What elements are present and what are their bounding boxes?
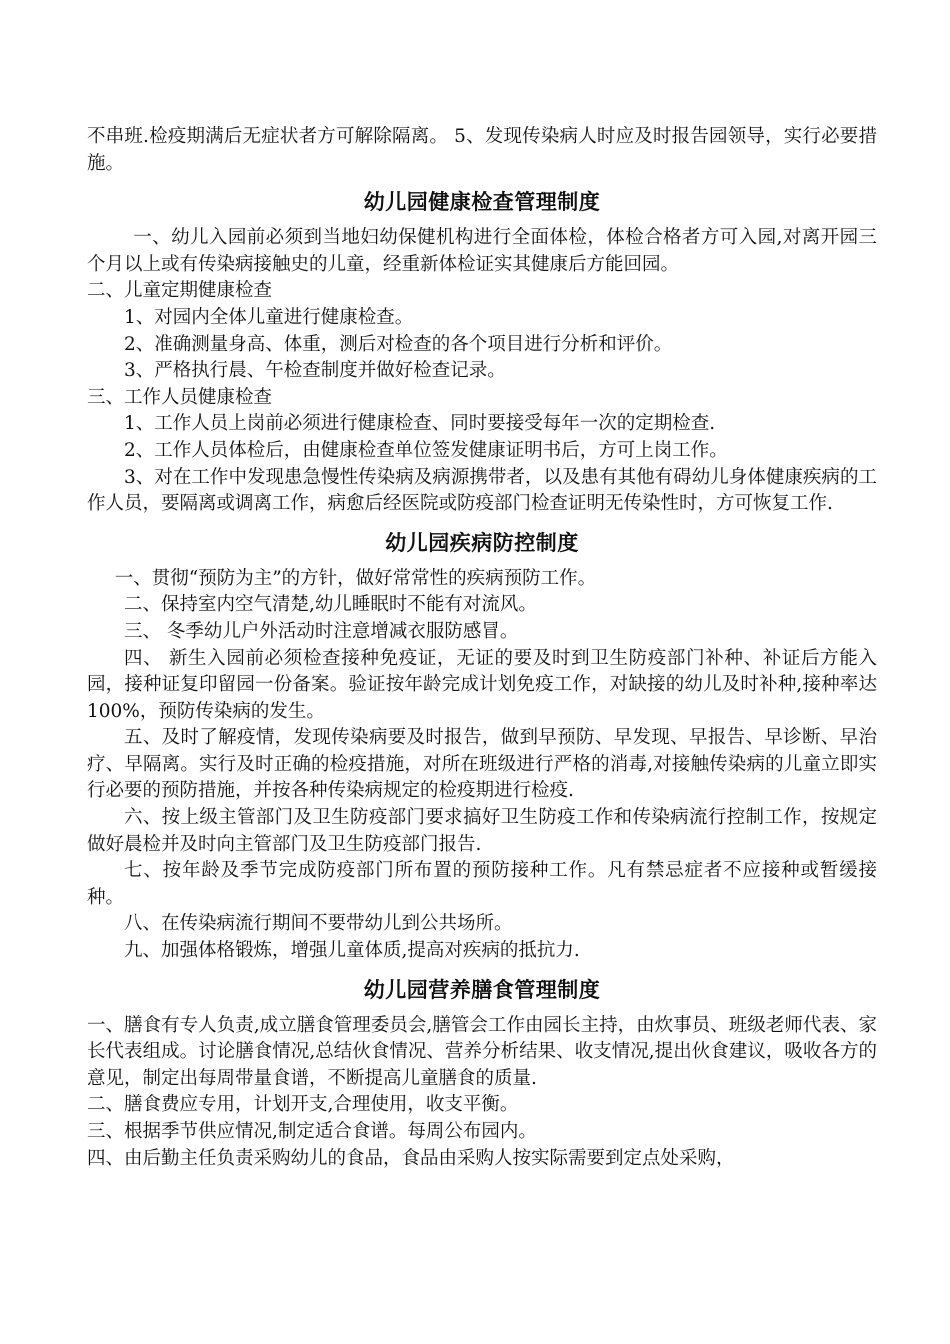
document-page	[87, 124, 877, 1172]
intro-continuation: 不串班.检疫期满后无症状者方可解除隔离。 5、发现传染病人时应及时报告园领导，实行必要措施。	[87, 126, 877, 174]
disease-item-7: 七、按年龄及季节完成防疫部门所布置的预防接种工作。凡有禁忌症者不应接种或暂缓接种。	[87, 860, 877, 908]
nutrition-title: 幼儿园营养膳食管理制度	[363, 977, 601, 1002]
disease-control-title: 幼儿园疾病防控制度	[385, 530, 579, 555]
nutrition-item-3: 三、根据季节供应情况,制定适合食谱。每周公布园内。	[87, 1121, 537, 1142]
nutrition-item-2: 二、膳食费应专用，计划开支,合理使用，收支平衡。	[87, 1094, 519, 1116]
disease-item-3: 三、 冬季幼儿户外活动时注意增减衣服防感冒。	[124, 620, 519, 642]
health-staff-item-2: 2、工作人员体检后，由健康检查单位签发健康证明书后，方可上岗工作。	[124, 439, 728, 461]
health-staff-item-3: 3、对在工作中发现患急慢性传染病及病源携带者，以及患有其他有碍幼儿身体健康疾病的工作人员，要隔离或调离工作，病愈后经医院或防疫部门检查证明无传染性时，方可恢复工作.	[87, 466, 877, 515]
health-section-3-heading: 三、工作人员健康检查	[87, 386, 273, 408]
disease-item-1: 一、贯彻“预防为主”的方针，做好常常性的疾病预防工作。	[114, 567, 597, 589]
health-check-title: 幼儿园健康检查管理制度	[363, 190, 601, 215]
health-child-item-1: 1、对园内全体儿童进行健康检查。	[124, 306, 414, 328]
disease-item-9: 九、加强体格锻炼，增强儿童体质,提高对疾病的抵抗力.	[124, 940, 580, 962]
disease-item-8: 八、在传染病流行期间不要带幼儿到公共场所。	[124, 913, 513, 935]
disease-item-4: 四、 新生入园前必须检查接种免疫证，无证的要及时到卫生防疫部门补种、补证后方能入园，接种证复印留园一份备案。验证按年龄完成计划免疫工作，对缺接的幼儿及时补种,接种率达100%，预防传染病的发生。	[87, 647, 877, 722]
health-child-item-3: 3、严格执行晨、午检查制度并做好检查记录。	[124, 360, 506, 382]
nutrition-item-1: 一、膳食有专人负责,成立膳食管理委员会,膳管会工作由园长主持，由炊事员、班级老师代表、家长代表组成。讨论膳食情况,总结伙食情况、营养分析结果、收支情况,提出伙食建议，吸收各方的意见，制定出每周带量食谱，不断提高儿童膳食的质量.	[87, 1014, 877, 1089]
disease-item-6: 六、按上级主管部门及卫生防疫部门要求搞好卫生防疫工作和传染病流行控制工作，按规定做好晨检并及时向主管部门及卫生防疫部门报告.	[87, 807, 877, 855]
health-paragraph-1: 一、幼儿入园前必须到当地妇幼保健机构进行全面体检，体检合格者方可入园,对离开园三个月以上或有传染病接触史的儿童，经重新体检证实其健康后方能回园。	[87, 227, 877, 275]
health-staff-item-1: 1、工作人员上岗前必须进行健康检查、同时要接受每年一次的定期检查.	[124, 413, 716, 435]
disease-item-5: 五、及时了解疫情，发现传染病要及时报告，做到早预防、早发现、早报告、早诊断、早治疗、早隔离。实行及时正确的检疫措施，对所在班级进行严格的消毒,对接触传染病的儿童立即实行必要的预防措施，并按各种传染病规定的检疫期进行检疫.	[87, 727, 877, 802]
nutrition-item-4: 四、由后勤主任负责采购幼儿的食品，食品由采购人按实际需要到定点处采购，	[87, 1147, 735, 1169]
health-child-item-2: 2、准确测量身高、体重，测后对检查的各个项目进行分析和评价。	[124, 333, 673, 355]
disease-item-2: 二、保持室内空气清楚,幼儿睡眠时不能有对流风。	[124, 594, 537, 616]
health-section-2-heading: 二、儿童定期健康检查	[87, 280, 273, 302]
